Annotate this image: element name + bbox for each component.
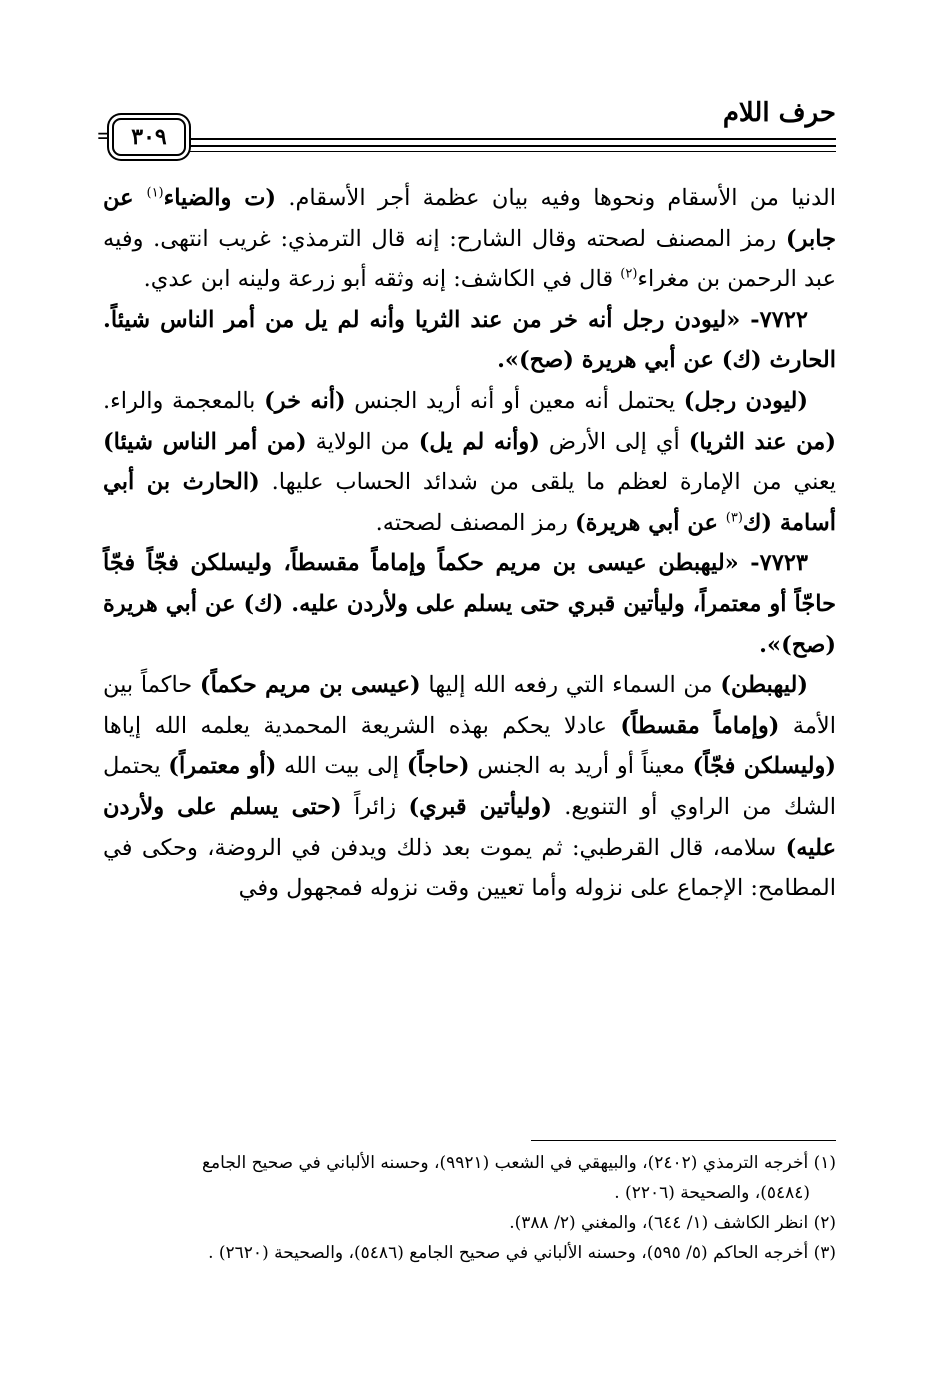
footnote-1: (١) أخرجه الترمذي (٢٤٠٢)، والبيهقي في الشعب (٩٩٢١)، وحسنه الألباني في صحيح الجامع	[201, 1153, 836, 1173]
hadith-7722: ٧٧٢٢- «ليودن رجل أنه خر من عند الثريا وأنه لم يل من أمر الناس شيئاً. الحارث (ك) عن أبي هريرة (صح)».	[103, 306, 836, 374]
header-rule	[190, 145, 836, 147]
footnote-2: (٢) انظر الكاشف (١/ ٦٤٤)، والمغني (٢/ ٣٨٨).	[509, 1213, 836, 1233]
text-run: معيناً أو أريد به الجنس	[469, 753, 693, 780]
footnote-1-continued: (٥٤٨٤)، والصحيحة (٢٢٠٦) .	[614, 1183, 810, 1203]
paragraph-commentary	[103, 178, 836, 300]
bold-run: (ت والضياء	[163, 185, 277, 211]
bold-run: (حاجاً)	[406, 753, 470, 780]
bold-run: (عيسى بن مريم حكماً)	[199, 672, 421, 699]
bold-run: (وليأتين قبري)	[408, 793, 552, 820]
text-run: يحتمل أنه معين أو أنه أريد الجنس	[345, 387, 684, 414]
main-text	[103, 178, 836, 909]
footnotes	[103, 1148, 836, 1268]
bold-run: (من عند الثريا)	[688, 428, 837, 455]
text-run: حاكماً بين الأمة	[103, 672, 836, 739]
text-run: إلى بيت الله	[276, 753, 407, 780]
footnote-ref: (١)	[146, 185, 164, 201]
page-number: ٣٠٩	[112, 118, 186, 156]
text-run: يعني من الإمارة لعظم ما يلقى من شدائد الحساب عليها.	[259, 469, 836, 496]
text-run: قال في الكاشف: إنه وثقه أبو زرعة ولينه ابن عدي.	[143, 266, 621, 293]
header-rule	[190, 138, 836, 140]
running-head: حرف اللام	[722, 98, 836, 128]
bold-run: (وأنه لم يل)	[418, 428, 540, 455]
paragraph-commentary	[103, 665, 836, 909]
footnote-separator	[531, 1140, 836, 1141]
bold-run: عن جابر)	[103, 185, 836, 252]
text-run: أي إلى الأرض	[539, 428, 689, 455]
text-run: سلامه، قال القرطبي: ثم يموت بعد ذلك ويدفن في الروضة، وحكى في المطامح: الإجماع على نزوله وأما تعيين وقت نزوله فمجهول وفي	[103, 834, 836, 902]
folio-dash: =	[96, 124, 115, 149]
text-run: رمز المصنف لصحته.	[375, 509, 576, 536]
footnote-3: (٣) أخرجه الحاكم (٥/ ٥٩٥)، وحسنه الألباني في صحيح الجامع (٥٤٨٦)، والصحيحة (٢٦٢٠) .	[208, 1243, 836, 1263]
bold-run: (وإماماً مقسطاً)	[620, 712, 780, 739]
bold-run: عن أبي هريرة)	[575, 509, 726, 536]
bold-run: (من أمر الناس شيئا)	[103, 428, 307, 455]
footnote-ref: (٢)	[620, 266, 638, 282]
bold-run: (أو معتمراً)	[168, 753, 277, 780]
hadith-7723: ٧٧٢٣- «ليهبطن عيسى بن مريم حكماً وإماماً مقسطاً، وليسلكن فجّاً فجّاً حاجّاً أو معتمراً، وليأتين قبري حتى يسلم على ولأردن عليه. (ك) عن أبي هريرة (صح)».	[103, 550, 836, 658]
text-run: الدنيا من الأسقام ونحوها وفيه بيان عظمة أجر الأسقام.	[276, 185, 837, 211]
text-run: من الولاية	[306, 428, 419, 455]
text-run: بالمعجمة والراء.	[103, 387, 265, 414]
footnote-ref: (٣)	[725, 510, 743, 526]
text-run: زائراً	[341, 793, 409, 820]
text-run: يحتمل الشك من الراوي أو التنويع.	[103, 753, 836, 820]
text-run: رمز المصنف لصحته وقال الشارح: إنه قال الترمذي: غريب انتهى. وفيه عبد الرحمن بن مغراء	[103, 225, 836, 293]
bold-run: (حتى يسلم على ولأردن عليه)	[103, 793, 836, 861]
bold-run: (ليودن رجل)	[683, 387, 808, 414]
bold-run: (أنه خر)	[264, 387, 346, 414]
text-run: عادلا يحكم بهذه الشريعة المحمدية يعلمه الله إياها	[103, 712, 621, 739]
bold-run: (الحارث بن أبي أسامة (ك	[103, 469, 836, 536]
paragraph-commentary	[103, 381, 836, 543]
text-run: من السماء التي رفعه الله إليها	[420, 672, 721, 699]
bold-run: (وليسلكن فجّاً)	[692, 753, 836, 780]
header-rule	[190, 151, 836, 152]
bold-run: (ليهبطن)	[720, 672, 808, 699]
